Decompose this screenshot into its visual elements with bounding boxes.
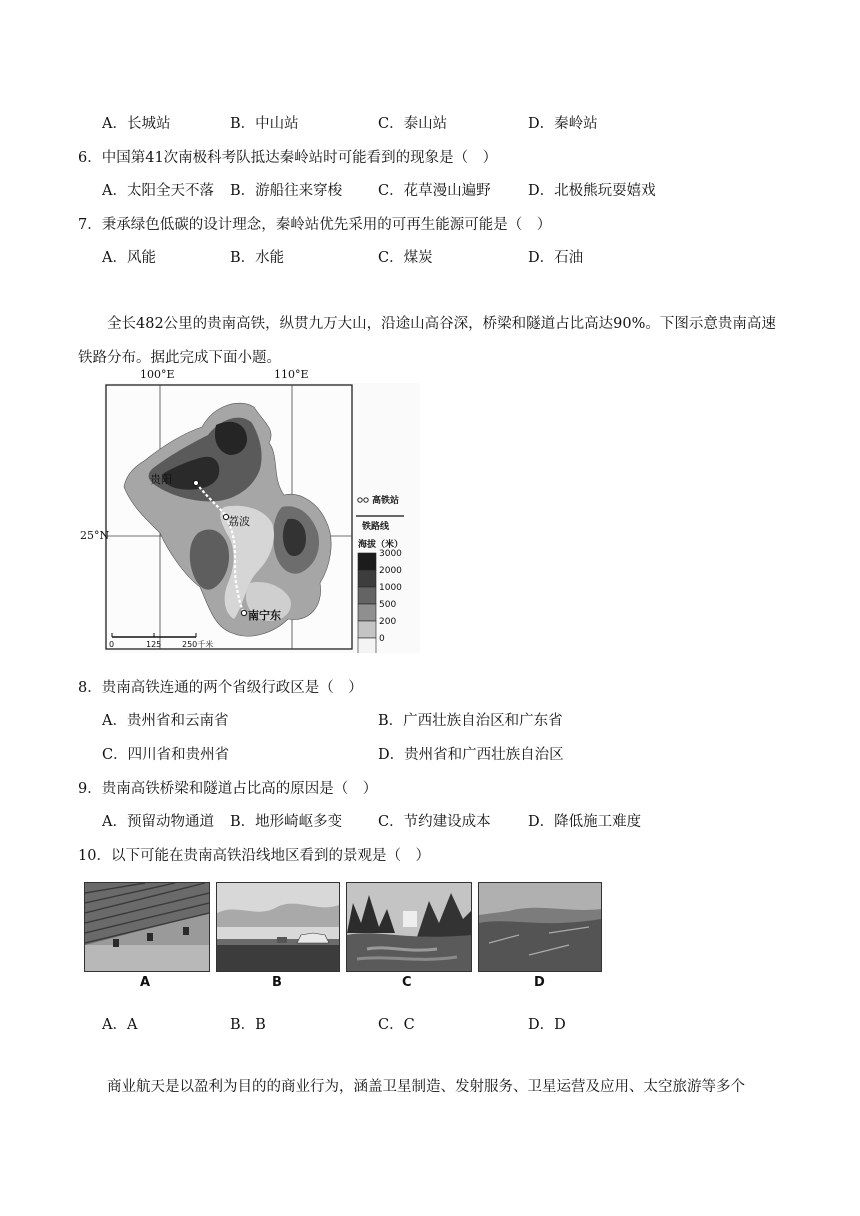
legend-swatch-5 (358, 638, 376, 653)
q10-option-a: A．A (102, 1017, 138, 1033)
q10-option-b: B．B (230, 1017, 266, 1033)
q9-stem: 9．贵南高铁桥梁和隧道占比高的原因是（ ） (78, 781, 378, 797)
legend-swatch-0 (358, 553, 376, 570)
q6-option-c: C．花草漫山遍野 (378, 183, 491, 199)
photo-d-image (479, 883, 601, 971)
legend-station-symbol-1 (358, 498, 362, 502)
map-lat-label-25n: 25°N (80, 529, 110, 542)
q7-option-d: D．石油 (528, 250, 584, 266)
legend-level-200: 200 (379, 617, 397, 627)
q8-option-a: A．贵州省和云南省 (102, 713, 229, 729)
q7-option-a: A．风能 (102, 250, 156, 266)
legend-station-symbol-2 (364, 498, 368, 502)
legend-railway-label: 铁路线 (362, 522, 390, 532)
q6-option-d: D．北极熊玩耍嬉戏 (528, 183, 656, 199)
q8-option-c: C．四川省和贵州省 (102, 747, 230, 763)
q8-option-d: D．贵州省和广西壮族自治区 (378, 747, 564, 763)
q6-option-b: B．游船往来穿梭 (230, 183, 343, 199)
q8-option-b: B．广西壮族自治区和广东省 (378, 713, 563, 729)
legend-elevation-swatches (358, 553, 376, 653)
guinan-railway-map (80, 368, 420, 653)
q10-option-c: C．C (378, 1017, 415, 1033)
passage-guinan-railway: 全长482公里的贵南高铁，纵贯九万大山，沿途山高谷深，桥梁和隧道占比高达90%。下图示意贵南高速铁路分布。据此完成下面小题。 (78, 316, 776, 366)
legend-level-2000: 2000 (379, 566, 402, 576)
photo-label-d: D (534, 975, 545, 990)
q7-option-b: B．水能 (230, 250, 285, 266)
station-guiyang (193, 480, 198, 485)
legend-elevation-title: 海拔（米） (358, 540, 404, 550)
q5-option-a: A．长城站 (102, 116, 171, 132)
q10-option-d: D．D (528, 1017, 566, 1033)
photo-c-karst-terraces (346, 882, 472, 972)
map-lon-label-100e: 100°E (140, 368, 175, 381)
q5-option-d: D．秦岭站 (528, 116, 598, 132)
passage-commercial-aerospace: 商业航天是以盈利为目的的商业行为，涵盖卫星制造、发射服务、卫星运营及应用、太空旅游等多个 (107, 1079, 745, 1095)
photo-label-c: C (402, 975, 412, 990)
city-label-nanning-east: 南宁东 (248, 609, 281, 622)
legend-level-0: 0 (379, 634, 385, 644)
city-label-libo: 荔波 (228, 515, 250, 528)
station-nanning-east (241, 610, 246, 615)
photo-b-image (217, 883, 339, 971)
legend-elevation-levels (379, 549, 402, 644)
q9-option-b: B．地形崎岖多变 (230, 814, 343, 830)
photo-a-image (85, 883, 209, 971)
photo-a-field-landscape (84, 882, 210, 972)
legend-level-500: 500 (379, 600, 397, 610)
photo-label-a: A (140, 975, 151, 990)
scale-label-125: 125 (146, 640, 162, 649)
photo-b-grassland-yurt (216, 882, 340, 972)
legend-swatch-1 (358, 570, 376, 587)
legend-station-label: 高铁站 (372, 496, 400, 506)
scale-label-0: 0 (109, 640, 115, 649)
legend-swatch-4 (358, 621, 376, 638)
legend-swatch-2 (358, 587, 376, 604)
q8-stem: 8．贵南高铁连通的两个省级行政区是（ ） (78, 680, 363, 696)
q7-stem: 7．秉承绿色低碳的设计理念，秦岭站优先采用的可再生能源可能是（ ） (78, 217, 552, 233)
scale-label-250: 250千米 (182, 640, 214, 649)
legend-level-1000: 1000 (379, 583, 402, 593)
photo-label-b: B (272, 975, 282, 990)
q9-option-a: A．预留动物通道 (102, 814, 214, 830)
q9-option-c: C．节约建设成本 (378, 814, 491, 830)
q6-option-a: A．太阳全天不落 (102, 183, 214, 199)
city-label-guiyang: 贵阳 (150, 473, 172, 486)
legend-swatch-3 (358, 604, 376, 621)
q6-stem: 6．中国第41次南极科考队抵达秦岭站时可能看到的现象是（ ） (78, 150, 498, 166)
q7-option-c: C．煤炭 (378, 250, 433, 266)
legend-level-3000: 3000 (379, 549, 402, 559)
q5-option-c: C．泰山站 (378, 116, 448, 132)
q9-option-d: D．降低施工难度 (528, 814, 642, 830)
photo-d-dry-landscape (478, 882, 602, 972)
q5-option-b: B．中山站 (230, 116, 299, 132)
photo-c-image (347, 883, 471, 971)
map-lon-label-110e: 110°E (274, 368, 309, 381)
map-svg (104, 383, 420, 653)
q10-stem: 10．以下可能在贵南高铁沿线地区看到的景观是（ ） (78, 848, 430, 864)
